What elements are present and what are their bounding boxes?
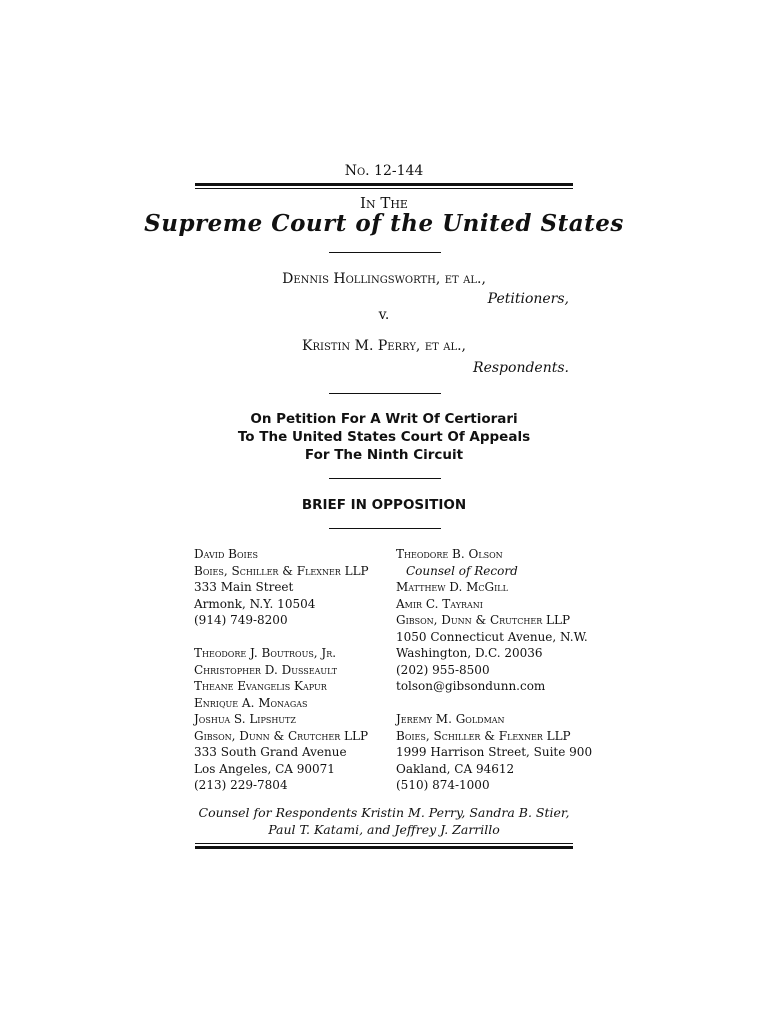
phone: (213) 229-7804 [194, 778, 288, 792]
attorney-name: Matthew D. McGill [396, 580, 508, 594]
docket-number: No. 12-144 [344, 163, 424, 179]
divider-rule [329, 528, 441, 529]
petition-line: For The Ninth Circuit [304, 447, 464, 463]
firm-name: Gibson, Dunn & Crutcher LLP [396, 613, 571, 627]
attorney-name: Joshua S. Lipshutz [194, 712, 296, 726]
attorney-name: Theane Evangelis Kapur [194, 679, 327, 693]
divider-rule [329, 252, 441, 253]
respondent-role: Respondents. [473, 360, 569, 376]
firm-name: Boies, Schiller & Flexner LLP [396, 728, 571, 743]
petition-line: To The United States Court Of Appeals [237, 429, 531, 445]
address-line: Los Angeles, CA 90071 [194, 761, 335, 776]
counsel-left-column [194, 546, 369, 794]
respondent-name: Kristin M. Perry, et al., [302, 338, 466, 354]
address-line: Armonk, N.Y. 10504 [194, 596, 316, 611]
bottom-double-rule [195, 843, 573, 849]
top-double-rule [195, 183, 573, 189]
petitioner-role: Petitioners, [487, 291, 569, 307]
address-line: 333 South Grand Avenue [194, 745, 347, 759]
address-line: Oakland, CA 94612 [396, 761, 515, 776]
counsel-footer [0, 804, 768, 838]
firm-name: Boies, Schiller & Flexner LLP [194, 563, 369, 578]
attorney-name: Theodore J. Boutrous, Jr. [194, 646, 337, 660]
attorney-name: Enrique A. Monagas [194, 695, 308, 710]
attorney-name: Amir C. Tayrani [396, 596, 483, 611]
counsel-of-record: Counsel of Record [406, 563, 518, 578]
address-line: 1050 Connecticut Avenue, N.W. [396, 629, 588, 644]
address-line: Washington, D.C. 20036 [396, 646, 543, 660]
phone: (914) 749-8200 [194, 613, 288, 627]
address-line: 1999 Harrison Street, Suite 900 [396, 745, 593, 759]
divider-rule [329, 478, 441, 479]
phone: (510) 874-1000 [396, 778, 490, 792]
counsel-right-column [396, 546, 592, 794]
petition-line: On Petition For A Writ Of Certiorari [250, 411, 518, 427]
versus: v. [378, 307, 390, 323]
address-line: 333 Main Street [194, 580, 294, 594]
firm-name: Gibson, Dunn & Crutcher LLP [194, 728, 369, 743]
footer-line: Paul T. Katami, and Jeffrey J. Zarrillo [268, 822, 500, 837]
phone: (202) 955-8500 [396, 662, 490, 677]
footer-line: Counsel for Respondents Kristin M. Perry, Sandra B. Stier, [198, 805, 570, 820]
attorney-name: Christopher D. Dusseault [194, 662, 338, 677]
court-name: Supreme Court of the United States [144, 210, 624, 237]
attorney-name: Theodore B. Olson [396, 547, 503, 561]
court-intro: In The [360, 194, 408, 212]
attorney-name: David Boies [194, 547, 259, 561]
brief-title: BRIEF IN OPPOSITION [301, 497, 467, 513]
divider-rule [329, 393, 441, 394]
petitioner-name: Dennis Hollingsworth, et al., [282, 271, 486, 287]
attorney-name: Jeremy M. Goldman [396, 712, 505, 726]
petition-heading [0, 410, 768, 464]
email: tolson@gibsondunn.com [396, 679, 546, 693]
